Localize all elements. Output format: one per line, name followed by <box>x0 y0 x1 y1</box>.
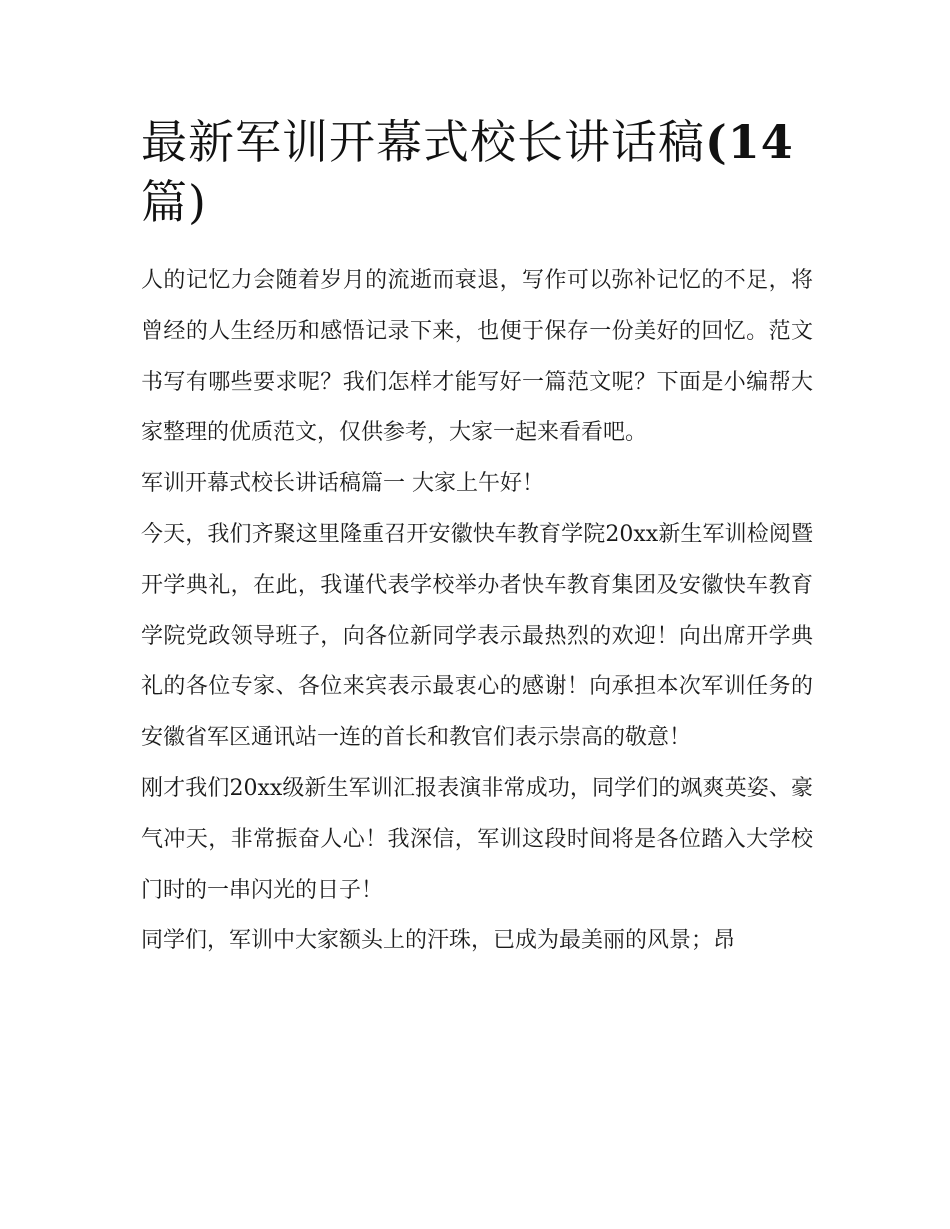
paragraph-performance: 刚才我们20xx级新生军训汇报表演非常成功，同学们的飒爽英姿、豪气冲天，非常振奋人心！我深信，军训这段时间将是各位踏入大学校门时的一串闪光的日子！ <box>141 775 813 903</box>
paragraph-students: 同学们，军训中大家额头上的汗珠，已成为最美丽的风景；昂 <box>141 928 736 954</box>
paragraph-section-heading: 军训开幕式校长讲话稿篇一 大家上午好！ <box>141 471 544 497</box>
document-page <box>141 112 813 967</box>
paragraph-welcome: 今天，我们齐聚这里隆重召开安徽快车教育学院20xx新生军训检阅暨开学典礼，在此，我谨代表学校举办者快车教育集团及安徽快车教育学院党政领导班子，向各位新同学表示最热烈的欢迎！向出席开学典礼的各位专家、各位来宾表示最衷心的感谢！向承担本次军训任务的安徽省军区通讯站一连的首长和教官们表示崇高的敬意！ <box>141 521 813 751</box>
document-title: 最新军训开幕式校长讲话稿(14篇) <box>141 115 794 229</box>
document-body <box>141 256 813 967</box>
paragraph-intro: 人的记忆力会随着岁月的流逝而衰退，写作可以弥补记忆的不足，将曾经的人生经历和感悟记录下来，也便于保存一份美好的回忆。范文书写有哪些要求呢？我们怎样才能写好一篇范文呢？下面是小编帮大家整理的优质范文，仅供参考，大家一起来看看吧。 <box>141 268 813 446</box>
title-number: (14 <box>705 115 794 169</box>
